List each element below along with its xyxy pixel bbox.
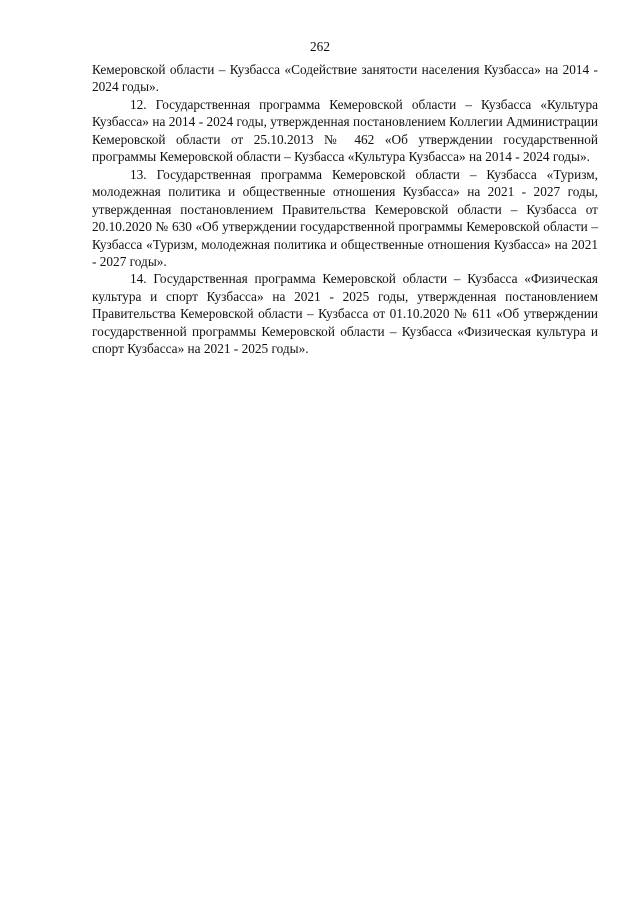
paragraph-item-13: 13. Государственная программа Кемеровской области – Кузбасса «Туризм, молодежная политика и общественные отношения Кузбасса» на 2021 - 2027 годы, утвержденная постановлением Правительства Кемеровской области – Кузбасса от 20.10.2020 № 630 «Об утверждении государственной программы Кемеровской области – Кузбасса «Туризм, молодежная политика и общественные отношения Кузбасса» на 2021 - 2027 годы». [92, 166, 598, 269]
document-body [92, 61, 598, 358]
paragraph-item-12: 12. Государственная программа Кемеровской области – Кузбасса «Культура Кузбасса» на 2014 - 2024 годы, утвержденная постановлением Коллегии Администрации Кемеровской области от 25.10.2013 № 462 «Об утверждении государственной программы Кемеровской области – Кузбасса «Культура Кузбасса» на 2014 - 2024 годы». [92, 96, 598, 165]
page-number: 262 [310, 39, 330, 54]
paragraph-continuation: Кемеровской области – Кузбасса «Содействие занятости населения Кузбасса» на 2014 - 2024 годы». [92, 62, 598, 95]
paragraph-item-14: 14. Государственная программа Кемеровской области – Кузбасса «Физическая культура и спорт Кузбасса» на 2021 - 2025 годы, утвержденная постановлением Правительства Кемеровской области – Кузбасса от 01.10.2020 № 611 «Об утверждении государственной программы Кемеровской области – Кузбасса «Физическая культура и спорт Кузбасса» на 2021 - 2025 годы». [92, 271, 598, 357]
